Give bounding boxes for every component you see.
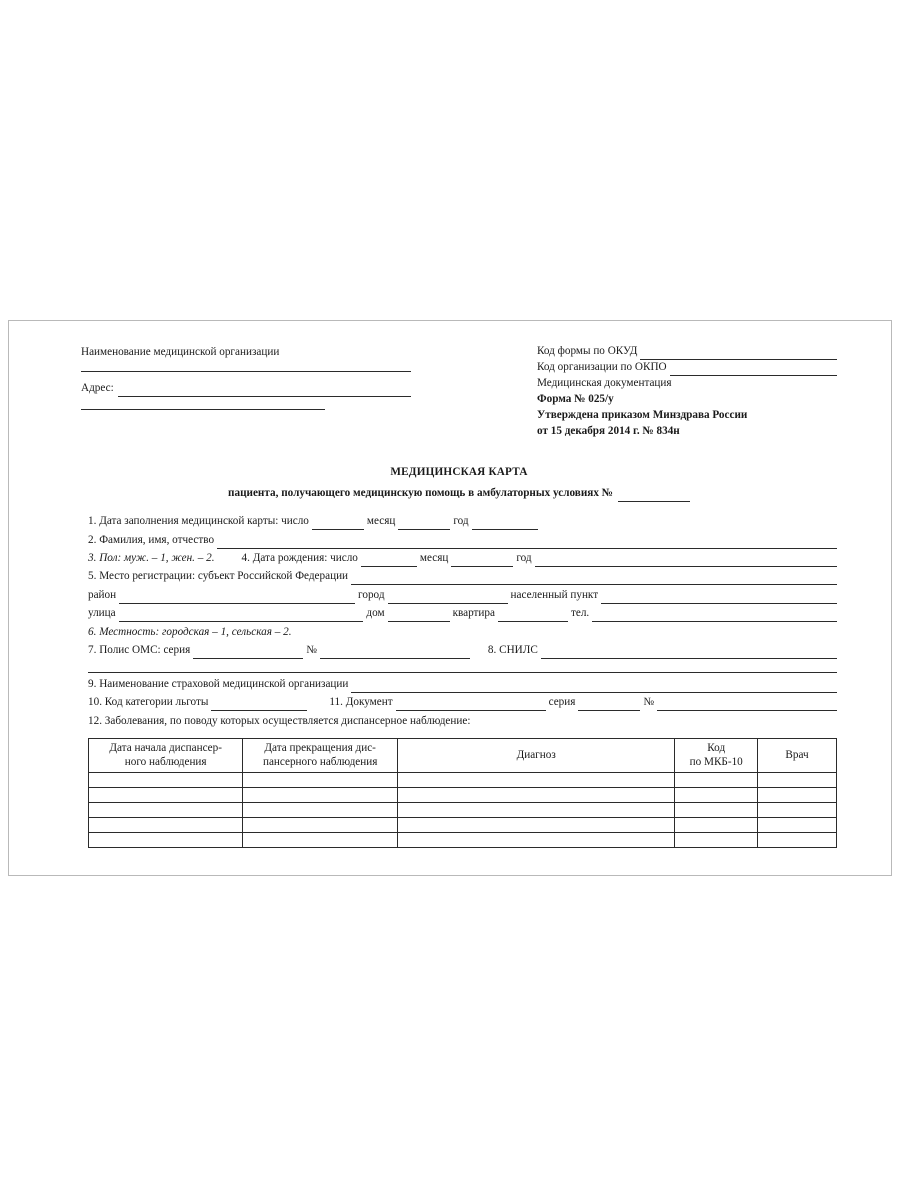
organization-name-label: Наименование медицинской организации (81, 346, 280, 358)
cell-diagnosis[interactable] (397, 818, 674, 833)
item-8-overflow-fill[interactable] (88, 672, 837, 673)
item-4-day-fill[interactable] (361, 555, 417, 567)
header-right-block (537, 343, 837, 439)
item-5-phone-fill[interactable] (592, 610, 837, 622)
item-3-label: 3. Пол: муж. – 1, жен. – 2. (88, 552, 215, 565)
table-header-diagnosis: Диагноз (397, 738, 674, 773)
item-5-phone-label: тел. (570, 607, 590, 620)
table-header-icd-line2: по МКБ-10 (689, 756, 743, 769)
dispensary-observation-table (88, 738, 837, 849)
item-3-row (81, 551, 837, 567)
item-1-month-fill[interactable] (398, 518, 450, 530)
cell-doctor[interactable] (758, 788, 837, 803)
table-row[interactable] (89, 833, 837, 848)
item-5-city-label: город (358, 588, 385, 601)
cell-icd-code[interactable] (675, 788, 758, 803)
table-head (89, 738, 837, 773)
cell-start-date[interactable] (89, 833, 243, 848)
item-12-label: 12. Заболевания, по поводу которых осуществляется диспансерное наблюдение: (88, 714, 471, 727)
item-1-row (81, 514, 837, 530)
header-left-block (81, 343, 411, 410)
item-5-house-label: дом (366, 607, 385, 620)
item-8-label: 8. СНИЛС (487, 644, 538, 657)
table-header-row (89, 738, 837, 773)
form-number-label: Форма № 025/у (537, 392, 614, 405)
item-4-year-fill[interactable] (535, 555, 837, 567)
item-5-locality-label: населенный пункт (510, 588, 599, 601)
cell-start-date[interactable] (89, 788, 243, 803)
item-11-label: 11. Документ (329, 696, 393, 709)
form-sheet (81, 343, 837, 848)
item-5-region-fill[interactable] (351, 573, 837, 585)
cell-end-date[interactable] (243, 833, 398, 848)
form-header (81, 343, 837, 439)
cell-icd-code[interactable] (675, 833, 758, 848)
item-4-month-fill[interactable] (451, 555, 513, 567)
table-header-end-date-line1: Дата прекращения дис- (264, 741, 376, 754)
okud-fill[interactable] (640, 348, 837, 360)
item-5-label: 5. Место регистрации: субъект Российской Федерации (88, 570, 349, 583)
address-row (81, 381, 411, 397)
item-5-street-fill[interactable] (119, 610, 364, 622)
item-10-label: 10. Код категории льготы (88, 696, 209, 709)
page-title: МЕДИЦИНСКАЯ КАРТА (390, 466, 528, 479)
cell-diagnosis[interactable] (397, 803, 674, 818)
cell-icd-code[interactable] (675, 773, 758, 788)
cell-icd-code[interactable] (675, 803, 758, 818)
table-body (89, 773, 837, 848)
item-11-series-fill[interactable] (578, 699, 640, 711)
cell-end-date[interactable] (243, 773, 398, 788)
item-5-district-row (81, 588, 837, 604)
okud-label: Код формы по ОКУД (537, 345, 638, 357)
item-5-row (81, 569, 837, 585)
cell-icd-code[interactable] (675, 818, 758, 833)
cell-start-date[interactable] (89, 803, 243, 818)
item-5-house-fill[interactable] (388, 610, 450, 622)
item-5-city-fill[interactable] (388, 592, 508, 604)
table-header-doctor: Врач (758, 738, 837, 773)
okpo-label: Код организации по ОКПО (537, 360, 667, 373)
item-5-flat-fill[interactable] (498, 610, 568, 622)
item-7-row (81, 643, 837, 659)
item-2-row (81, 533, 837, 549)
cell-diagnosis[interactable] (397, 833, 674, 848)
table-header-start-date-line2: ного наблюдения (124, 756, 207, 769)
approved-line-1: Утверждена приказом Минздрава России (537, 408, 748, 421)
item-9-fill[interactable] (351, 681, 837, 693)
item-1-year-label: год (453, 515, 469, 528)
address-fill-2[interactable] (81, 409, 325, 410)
item-8-fill[interactable] (541, 647, 837, 659)
cell-doctor[interactable] (758, 818, 837, 833)
cell-end-date[interactable] (243, 788, 398, 803)
address-fill-1[interactable] (118, 385, 411, 397)
item-9-row (81, 677, 837, 693)
cell-end-date[interactable] (243, 818, 398, 833)
okpo-row (537, 360, 837, 376)
okpo-fill[interactable] (670, 364, 837, 376)
item-5-district-fill[interactable] (119, 592, 355, 604)
cell-start-date[interactable] (89, 773, 243, 788)
item-11-number-fill[interactable] (657, 699, 837, 711)
item-1-label: 1. Дата заполнения медицинской карты: число (88, 515, 309, 528)
table-header-icd-line1: Код (707, 741, 726, 754)
table-header-start-date (89, 738, 243, 773)
item-5-street-label: улица (88, 607, 116, 620)
item-2-fill[interactable] (217, 537, 837, 549)
page-subtitle-row (81, 486, 837, 502)
table-header-end-date-line2: пансерного наблюдения (262, 756, 378, 769)
cell-diagnosis[interactable] (397, 773, 674, 788)
item-5-locality-fill[interactable] (601, 592, 837, 604)
cell-diagnosis[interactable] (397, 788, 674, 803)
item-12-row (81, 714, 837, 730)
form-items (81, 514, 837, 729)
item-7-label: 7. Полис ОМС: серия (88, 644, 191, 657)
table-row[interactable] (89, 788, 837, 803)
item-5-street-row (81, 606, 837, 622)
item-6-row (81, 625, 837, 641)
item-9-label: 9. Наименование страховой медицинской организации (88, 678, 349, 690)
item-7-number-label: № (306, 644, 317, 657)
item-5-district-label: район (88, 588, 117, 601)
item-7-number-fill[interactable] (320, 647, 470, 659)
item-6-label: 6. Местность: городская – 1, сельская – 2. (88, 625, 292, 638)
okud-row (537, 344, 837, 360)
page-subtitle: пациента, получающего медицинскую помощь в амбулаторных условиях № (228, 487, 613, 500)
table-row[interactable] (89, 773, 837, 788)
item-1-month-label: месяц (366, 515, 396, 528)
item-11-number-label: № (643, 696, 655, 709)
table-row[interactable] (89, 803, 837, 818)
item-4-month-label: месяц (419, 552, 449, 565)
approved-line-2: от 15 декабря 2014 г. № 834н (537, 424, 680, 437)
item-11-series-label: серия (548, 696, 576, 709)
med-doc-label: Медицинская документация (537, 376, 672, 389)
item-4-year-label: год (516, 552, 532, 565)
table-header-start-date-line1: Дата начала диспансер- (109, 741, 222, 754)
cell-doctor[interactable] (758, 773, 837, 788)
cell-end-date[interactable] (243, 803, 398, 818)
item-1-day-fill[interactable] (312, 518, 364, 530)
item-2-label: 2. Фамилия, имя, отчество (88, 533, 215, 546)
cell-doctor[interactable] (758, 833, 837, 848)
table-header-end-date (243, 738, 398, 773)
table-row[interactable] (89, 818, 837, 833)
item-11-doc-fill[interactable] (396, 699, 546, 711)
organization-name-fill[interactable] (81, 371, 411, 372)
item-5-flat-label: квартира (452, 607, 495, 620)
item-1-year-fill[interactable] (472, 518, 538, 530)
address-label: Адрес: (81, 381, 114, 394)
item-4-label: 4. Дата рождения: число (241, 552, 358, 565)
item-7-series-fill[interactable] (193, 647, 303, 659)
card-number-fill[interactable] (618, 490, 690, 502)
document-page (8, 320, 892, 876)
item-10-row (81, 695, 837, 711)
item-10-fill[interactable] (211, 699, 307, 711)
table-header-icd-code (675, 738, 758, 773)
cell-doctor[interactable] (758, 803, 837, 818)
cell-start-date[interactable] (89, 818, 243, 833)
